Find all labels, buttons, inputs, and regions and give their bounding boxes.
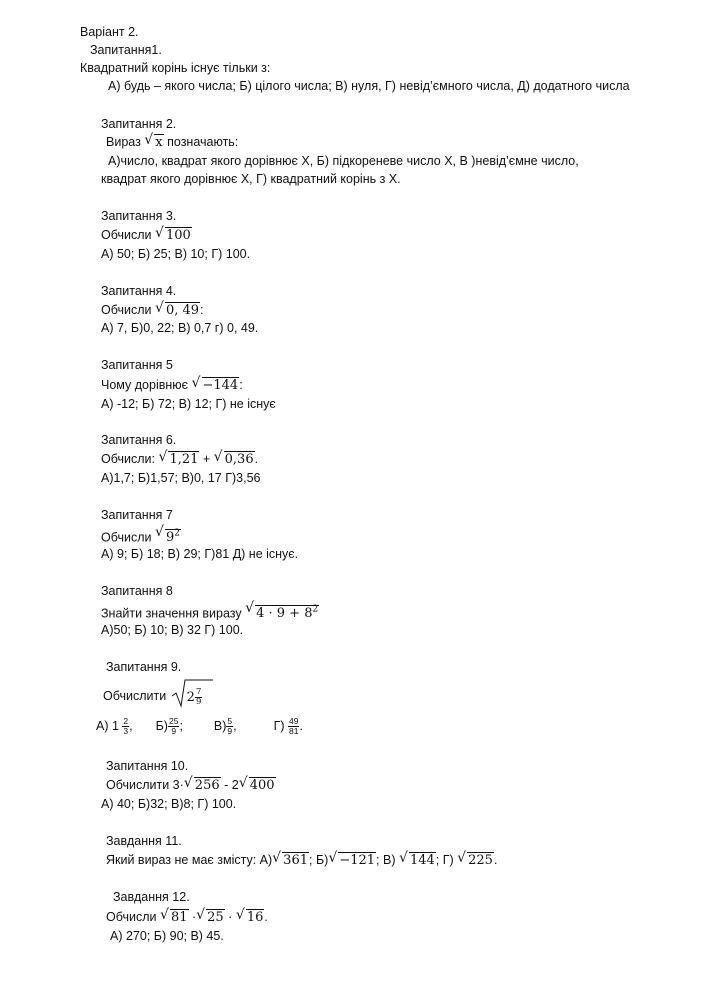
q4-text: Обчисли √ 0, 49: <box>101 300 204 318</box>
q12-radical-3: √ 16 <box>235 907 264 925</box>
q10-radical-1: √ 256 <box>183 775 220 793</box>
q4-title: Запитання 4. <box>101 284 177 298</box>
q6-answers: А)1,7; Б)1,57; В)0, 17 Г)3,56 <box>101 471 261 485</box>
q6-radical-1: √ 1,21 <box>158 449 199 467</box>
q11-radical-c: √ 144 <box>398 850 435 868</box>
q7-text: Обчисли √ $9^2$ <box>101 524 180 546</box>
q11-text: Який вираз не має змісту: А) √ 361; Б) √ −121; В) √ 144; Г) √ 225. <box>106 850 498 868</box>
q8-answers: А)50; Б) 10; В) 32 Г) 100. <box>101 623 244 637</box>
q4-answers: А) 7, Б)0, 22; В) 0,7 г) 0, 49. <box>101 321 259 335</box>
q3-title: Запитання 3. <box>101 209 177 223</box>
q2-answers-line2: квадрат якого дорівнює Х, Г) квадратний корінь з Х. <box>101 172 401 186</box>
q10-answers: А) 40; Б)32; В)8; Г) 100. <box>101 797 237 811</box>
q6-title: Запитання 6. <box>101 433 177 447</box>
q10-title: Запитання 10. <box>106 759 189 773</box>
q8-title: Запитання 8 <box>101 584 173 598</box>
q10-radical-2: √ 400 <box>238 775 275 793</box>
q8-text: Знайти значення виразу √ $4 \cdot 9 + 8^2$ <box>101 600 319 622</box>
q10-text: Обчислити 3· √ 256 - 2 √ 400 <box>106 775 275 793</box>
q3-text: Обчисли √ 100 <box>101 225 191 243</box>
q2-title: Запитання 2. <box>101 117 177 131</box>
q5-radical: √ −144 <box>191 375 239 393</box>
q1-answers: А) будь – якого числа; Б) цілого числа; В) нуля, Г) невід’ємного числа, Д) додатного числа <box>108 79 630 93</box>
q8-radical: √ $4 \cdot 9 + 8^2$ <box>245 600 319 622</box>
q7-title: Запитання 7 <box>101 508 173 522</box>
q3-answers: А) 50; Б) 25; В) 10; Г) 100. <box>101 247 251 261</box>
q3-radical: √ 100 <box>154 225 191 243</box>
q11-radical-d: √ 225 <box>457 850 493 868</box>
q9-title: Запитання 9. <box>106 660 182 674</box>
q5-title: Запитання 5 <box>101 358 173 372</box>
q6-radical-2: √ 0,36 <box>213 449 254 467</box>
q12-answers: А) 270; Б) 90; В) 45. <box>110 929 224 943</box>
q9-text: Обчислити 2 $\frac{7}{9}$ <box>103 680 202 713</box>
q9-radical: 2 $\frac{7}{9}$ <box>170 680 203 713</box>
q6-text: Обчисли: √ 1,21 + √ 0,36. <box>101 449 259 467</box>
q2-text: Вираз √ x позначають: <box>106 132 239 150</box>
q4-radical: √ 0, 49 <box>154 300 200 318</box>
q12-title: Завдання 12. <box>113 890 190 904</box>
q1-title: Запитання1. <box>90 43 162 57</box>
radical-sign-icon <box>170 678 214 708</box>
q9-answers: А) 1 $\frac{2}{3}$ , Б) $\frac{25}{9}$ ; В) $\frac{5}{9}$ , Г) $\frac{49}{81}$ . <box>96 716 303 737</box>
q2-radical: √ x <box>144 132 163 150</box>
q5-text: Чому дорівнює √ −144: <box>101 375 243 393</box>
variant-title: Варіант 2. <box>80 25 139 39</box>
q7-answers: А) 9; Б) 18; В) 29; Г)81 Д) не існує. <box>101 547 299 561</box>
q7-radical: √ $9^2$ <box>154 524 180 546</box>
q11-radical-b: √ −121 <box>328 850 376 868</box>
q11-title: Завдання 11. <box>106 834 182 848</box>
q12-radical-2: √ 25 <box>196 907 224 925</box>
q12-text: Обчисли √ 81 · √ 25 · √ 16. <box>106 907 268 925</box>
q5-answers: А) -12; Б) 72; В) 12; Г) не існує <box>101 397 276 411</box>
q1-text: Квадратний корінь існує тільки з: <box>80 61 271 75</box>
q12-radical-1: √ 81 <box>159 907 188 925</box>
q11-radical-a: √ 361 <box>272 850 308 868</box>
q2-answers-line1: А)число, квадрат якого дорівнює Х, Б) підкореневе число Х, В )невід’ємне число, <box>108 154 579 168</box>
